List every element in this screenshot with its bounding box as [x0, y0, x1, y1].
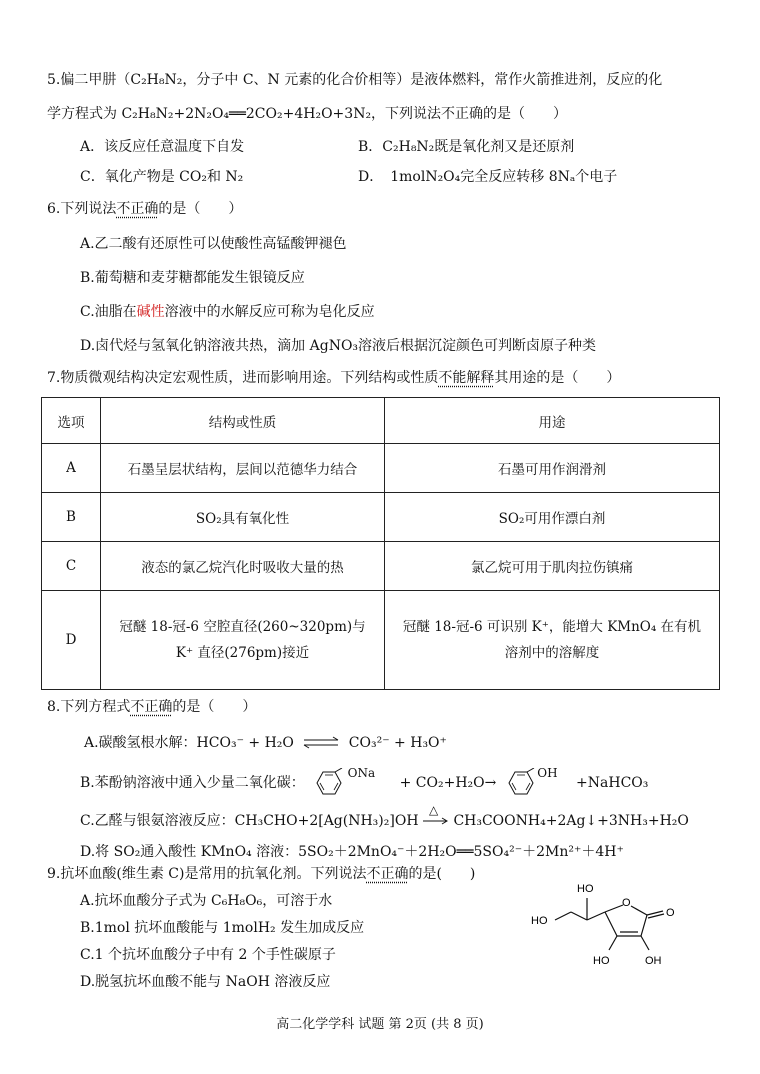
q8-a-pre: A.碳酸氢根水解：HCO₃⁻ + H₂O [84, 735, 294, 751]
q7-row-a-option: A [42, 444, 101, 493]
q7-row-d-option: D [42, 591, 101, 690]
q8-b-mid: + CO₂+H₂O→ [399, 775, 497, 791]
heat-arrow-icon [423, 803, 449, 828]
ascorbic-acid-structure-icon [525, 878, 695, 970]
q7-stem-post: 其用途的是（ ） [494, 370, 621, 386]
q6-c-pre: C.油脂在 [80, 304, 137, 320]
q8-stem-pre: 8.下列方程式 [47, 699, 131, 715]
q8-option-b [80, 768, 648, 796]
q5-option-a: A．该反应任意温度下自发 [80, 139, 245, 155]
q7-row-d-property-line1: 冠醚 18-冠-6 空腔直径(260~320pm)与 [119, 619, 366, 635]
q6-c-highlight: 碱性 [136, 304, 165, 320]
q5-option-c: C．氧化产物是 CO₂和 N₂ [80, 169, 244, 185]
q7-row-d-use-line2: 溶剂中的溶解度 [504, 645, 600, 661]
q6-c-post: 溶液中的水解反应可称为皂化反应 [164, 304, 375, 320]
q7-row-c-property: 液态的氯乙烷汽化时吸收大量的热 [101, 542, 385, 591]
q7-row-b-property: SO₂具有氧化性 [101, 493, 385, 542]
q7-header-use: 用途 [385, 398, 720, 444]
table-row [42, 444, 720, 493]
q8-option-c [80, 803, 689, 831]
q9-stem [47, 864, 475, 884]
q9-stem-pre: 9.抗坏血酸(维生素 C)是常用的抗氧化剂。下列说法 [47, 866, 367, 882]
q6-stem-post: 的是（ ） [158, 201, 243, 217]
q9-option-d: D.脱氢抗坏血酸不能与 NaOH 溶液反应 [80, 974, 331, 990]
q5-line1: 5.偏二甲肼（C₂H₈N₂，分子中 C、N 元素的化合价相等）是液体燃料，常作火箭推进剂，反应的化 [47, 72, 663, 88]
page-footer: 高二化学学科 试题 第 2页 (共 8 页) [276, 1017, 484, 1032]
q7-row-b-use: SO₂可用作漂白剂 [385, 493, 720, 542]
q8-c-post: CH₃COONH₄+2Ag↓+3NH₃+H₂O [453, 813, 689, 829]
q8-stem [47, 697, 256, 717]
q6-stem [47, 199, 242, 219]
q7-stem [47, 368, 620, 388]
q7-stem-pre: 7.物质微观结构决定宏观性质，进而影响用途。下列结构或性质 [47, 370, 439, 386]
q7-table-header [42, 398, 720, 444]
q8-c-pre: C.乙醛与银氨溶液反应：CH₃CHO+2[Ag(NH₃)₂]OH [80, 813, 419, 829]
q9-stem-post: 的是( ) [408, 866, 476, 882]
q5-line2: 学方程式为 C₂H₈N₂+2N₂O₄══2CO₂+4H₂O+3N₂，下列说法不正确的是（ ） [47, 106, 568, 122]
q9-option-b: B.1mol 抗坏血酸能与 1molH₂ 发生加成反应 [80, 920, 365, 936]
q9-option-a: A.抗坏血酸分子式为 C₆H₈O₆，可溶于水 [80, 893, 333, 909]
q7-row-d-property [101, 591, 385, 690]
q7-row-a-use: 石墨可用作润滑剂 [385, 444, 720, 493]
q8-stem-post: 的是（ ） [172, 699, 257, 715]
q8-a-post: CO₃²⁻ + H₃O⁺ [348, 735, 447, 751]
q8-option-d: D.将 SO₂通入酸性 KMnO₄ 溶液：5SO₂＋2MnO₄⁻＋2H₂O══5SO₄²⁻＋2Mn²⁺＋4H⁺ [80, 844, 624, 860]
q7-row-d-use-line1: 冠醚 18-冠-6 可识别 K⁺，能增大 KMnO₄ 在有机 [402, 619, 702, 635]
q5-option-d: D． 1molN₂O₄完全反应转移 8Nₐ个电子 [358, 169, 618, 185]
q7-header-option: 选项 [42, 398, 101, 444]
q9-label-ho-bottom-left: HO [593, 955, 610, 967]
q8-b-oh-label: OH [537, 766, 558, 780]
q9-option-c: C.1 个抗坏血酸分子中有 2 个手性碳原子 [80, 947, 336, 963]
q8-b-pre: B.苯酚钠溶液中通入少量二氧化碳： [80, 775, 305, 791]
q6-option-b: B.葡萄糖和麦芽糖都能发生银镜反应 [80, 270, 305, 286]
q7-row-d-property-line2: K⁺ 直径(276pm)接近 [175, 645, 310, 661]
equilibrium-arrow-icon [298, 736, 344, 750]
q6-option-c [80, 302, 375, 322]
q8-b-post: +NaHCO₃ [576, 775, 649, 791]
q9-label-o-keto: O [666, 907, 675, 919]
table-row [42, 542, 720, 591]
table-row [42, 493, 720, 542]
q7-row-a-property: 石墨呈层状结构，层间以范德华力结合 [101, 444, 385, 493]
table-row [42, 591, 720, 690]
q6-option-d: D.卤代烃与氢氧化钠溶液共热，滴加 AgNO₃溶液后根据沉淀颜色可判断卤原子种类 [80, 338, 597, 354]
q9-stem-negation: 不正确 [366, 866, 409, 882]
q6-stem-pre: 6.下列说法 [47, 201, 117, 217]
q6-stem-negation: 不正确 [116, 201, 159, 217]
q9-label-ho-top: HO [577, 883, 594, 895]
q8-stem-negation: 不正确 [130, 699, 173, 715]
q7-row-d-use [385, 591, 720, 690]
q7-header-property: 结构或性质 [101, 398, 385, 444]
q9-label-oh-bottom-right: OH [645, 955, 662, 967]
q7-row-b-option: B [42, 493, 101, 542]
q7-row-c-use: 氯乙烷可用于肌肉拉伤镇痛 [385, 542, 720, 591]
q8-c-condition: △ [428, 803, 439, 817]
q6-option-a: A.乙二酸有还原性可以使酸性高锰酸钾褪色 [80, 236, 347, 252]
q5-option-b: B．C₂H₈N₂既是氧化剂又是还原剂 [358, 139, 575, 155]
q7-stem-negation: 不能解释 [438, 370, 495, 386]
q9-label-ho-left: HO [531, 915, 548, 927]
q7-table [41, 397, 720, 690]
q8-option-a [84, 733, 447, 753]
q8-b-ona-label: ONa [347, 766, 376, 780]
q7-row-c-option: C [42, 542, 101, 591]
q9-label-o-ring: O [622, 897, 631, 909]
